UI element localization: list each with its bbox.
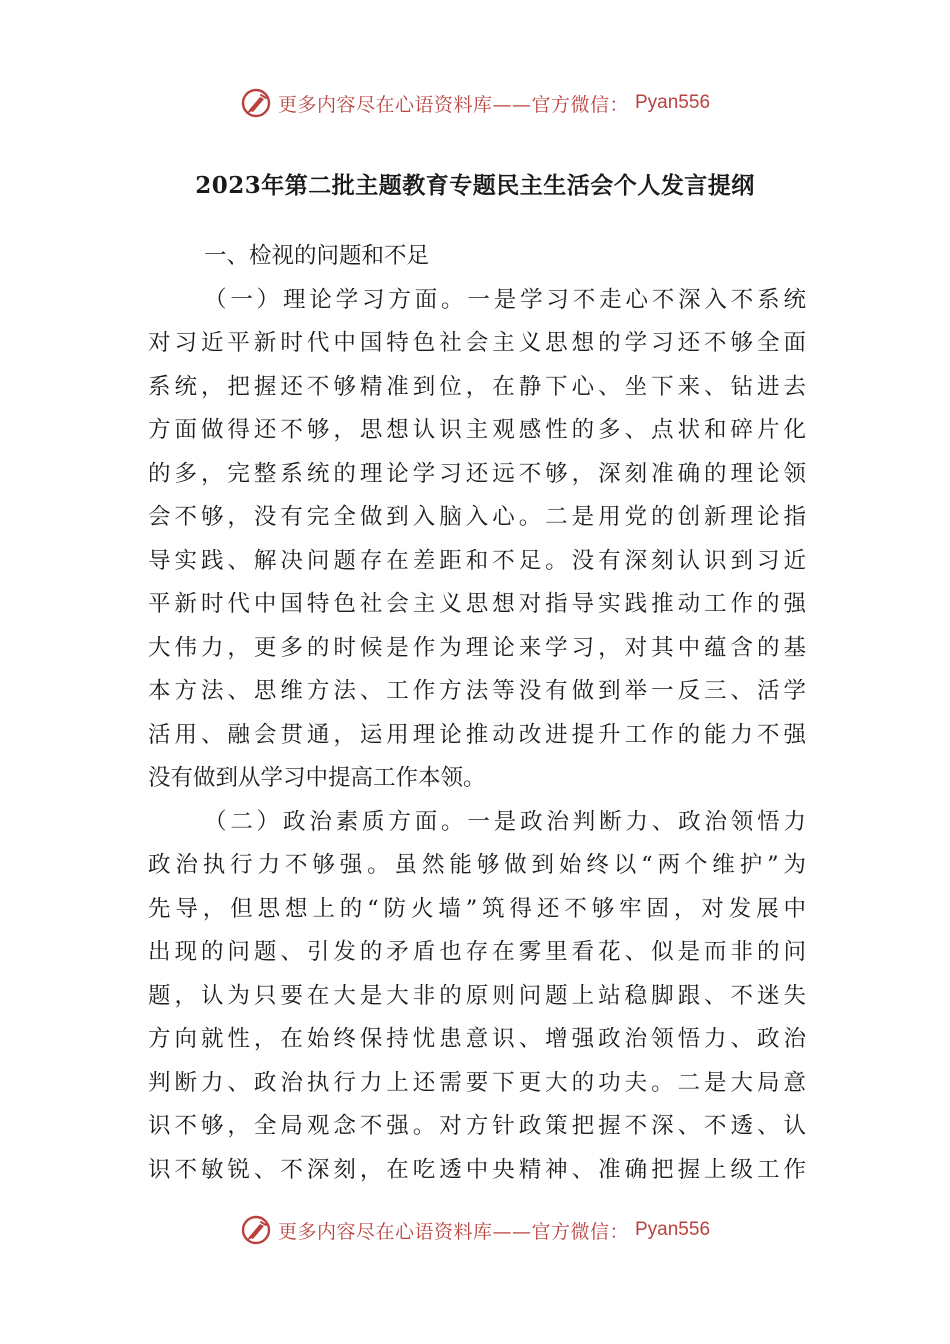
- header-banner: [0, 83, 950, 123]
- pen-nib-logo-icon: [240, 1214, 272, 1246]
- banner-text: 更多内容尽在心语资料库——官方微信：: [277, 93, 629, 116]
- text-line: （二）政治素质方面。一是政治判断力、政治领悟力: [204, 808, 806, 835]
- text-line: 没有做到从学习中提高工作本领。: [148, 765, 486, 791]
- text-line: （一）理论学习方面。一是学习不走心不深入不系统: [204, 286, 806, 313]
- text-line: 系统，把握还不够精准到位，在静下心、坐下来、钻进去: [148, 373, 806, 400]
- text-line: 大伟力，更多的时候是作为理论来学习，对其中蕴含的基: [148, 634, 806, 661]
- text-line: 的多，完整系统的理论学习还远不够，深刻准确的理论领: [148, 460, 806, 487]
- text-line: 先导，但思想上的“防火墙”筑得还不够牢固，对发展中: [148, 895, 806, 922]
- text-line: 判断力、政治执行力上还需要下更大的功夫。二是大局意: [148, 1069, 806, 1096]
- pen-nib-logo-icon: [240, 87, 272, 119]
- banner-wechat-id: Pyan556: [635, 92, 711, 113]
- banner-text: 更多内容尽在心语资料库——官方微信：: [277, 1220, 629, 1243]
- text-line: 一、检视的问题和不足: [204, 243, 430, 269]
- text-line: 出现的问题、引发的矛盾也存在雾里看花、似是而非的问: [148, 939, 806, 965]
- document-body: [148, 235, 806, 1192]
- text-line: 导实践、解决问题存在差距和不足。没有深刻认识到习近: [148, 547, 806, 574]
- footer-banner: [0, 1210, 950, 1250]
- text-line: 政治执行力不够强。虽然能够做到始终以“两个维护”为: [148, 852, 806, 878]
- text-line: 活用、融会贯通，运用理论推动改进提升工作的能力不强: [148, 721, 806, 748]
- text-line: 方向就性，在始终保持忧患意识、增强政治领悟力、政治: [148, 1026, 806, 1052]
- text-line: 平新时代中国特色社会主义思想对指导实践推动工作的强: [148, 591, 806, 617]
- text-line: 本方法、思维方法、工作方法等没有做到举一反三、活学: [148, 678, 806, 704]
- text-line: 识不敏锐、不深刻，在吃透中央精神、准确把握上级工作: [148, 1156, 806, 1183]
- text-line: 识不够，全局观念不强。对方针政策把握不深、不透、认: [148, 1113, 806, 1139]
- document-title: 2023年第二批主题教育专题民主生活会个人发言提纲: [195, 172, 755, 199]
- text-line: 会不够，没有完全做到入脑入心。二是用党的创新理论指: [148, 504, 806, 530]
- text-line: 对习近平新时代中国特色社会主义思想的学习还不够全面: [148, 330, 806, 356]
- text-line: 题，认为只要在大是大非的原则问题上站稳脚跟、不迷失: [148, 982, 806, 1009]
- text-line: 方面做得还不够，思想认识主观感性的多、点状和碎片化: [148, 417, 806, 443]
- banner-wechat-id: Pyan556: [635, 1219, 711, 1240]
